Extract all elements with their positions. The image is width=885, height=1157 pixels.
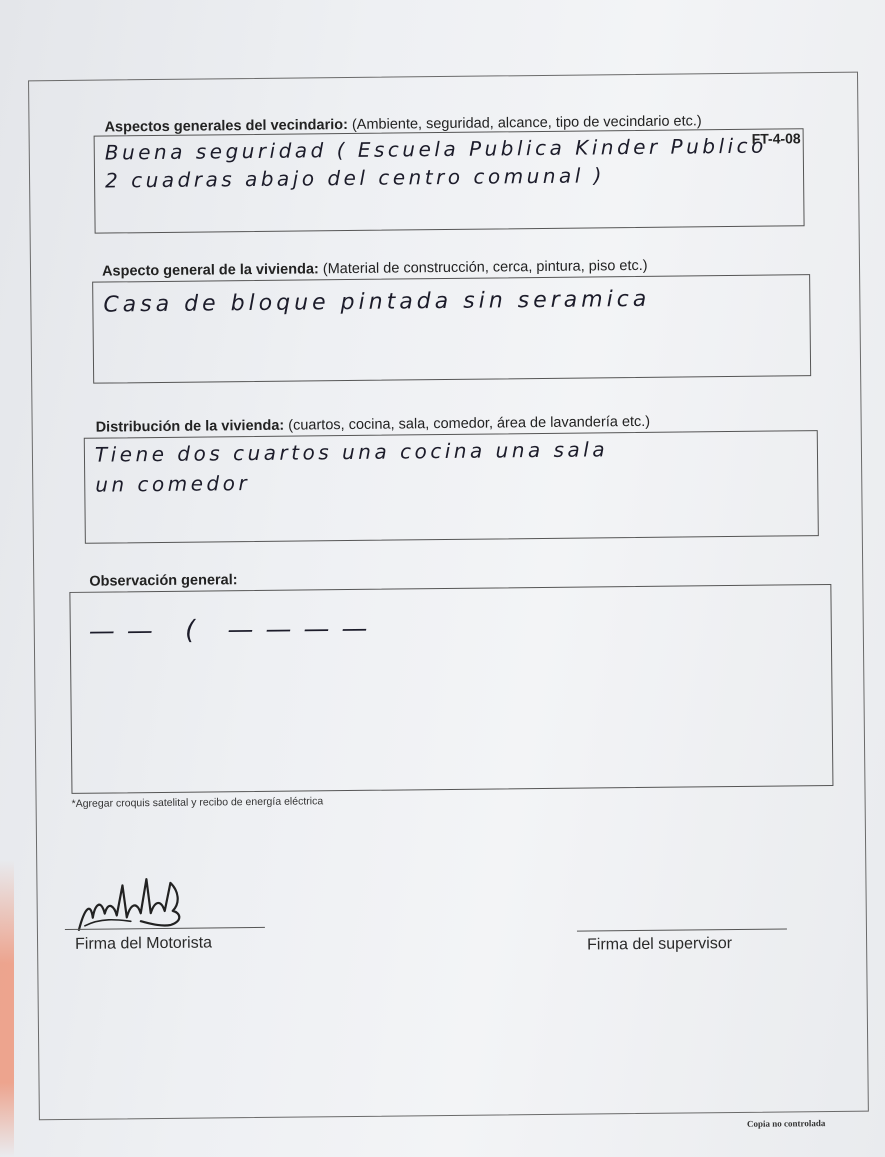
section-observacion-handwriting: —— ( ———— — [88, 613, 380, 647]
section-distribucion-handwriting-line-2: un comedor — [95, 471, 251, 497]
supervisor-signature-label: Firma del supervisor — [587, 935, 733, 954]
section-distribucion-box[interactable] — [84, 430, 819, 544]
section-vecindario-handwriting-line-1: Buena seguridad ( Escuela Publica Kinder Publico — [104, 133, 767, 165]
section-distribucion-handwriting-line-1: Tiene dos cuartos una cocina una sala — [94, 437, 609, 467]
motorista-signature-label: Firma del Motorista — [74, 934, 213, 953]
attachment-note: *Agregar croquis satelital y recibo de energía eléctrica — [71, 795, 324, 810]
section-distribucion-label: Distribución de la vivienda: — [95, 417, 285, 436]
section-vecindario-hint: (Ambiente, seguridad, alcance, tipo de vecindario etc.) — [351, 113, 702, 133]
motorista-signature-scribble — [70, 877, 201, 934]
section-vivienda-hint: (Material de construcción, cerca, pintura, piso etc.) — [322, 257, 648, 278]
form-page — [28, 72, 869, 1129]
section-vivienda-label: Aspecto general de la vivienda: — [101, 261, 319, 280]
footer-copy-note: Copia no controlada — [746, 1118, 826, 1129]
section-vecindario-box[interactable] — [94, 128, 805, 233]
section-vivienda-box[interactable] — [92, 274, 811, 384]
photo-glare — [0, 860, 14, 1157]
form-code: FT-4-08 — [751, 130, 801, 147]
section-distribucion-hint: (cuartos, cocina, sala, comedor, área de lavandería etc.) — [288, 413, 651, 434]
section-vivienda-handwriting-line-1: Casa de bloque pintada sin seramica — [103, 286, 651, 318]
section-vecindario-label: Aspectos generales del vecindario: — [104, 116, 348, 136]
section-vecindario-handwriting-line-2: 2 cuadras abajo del centro comunal ) — [104, 163, 606, 193]
section-observacion-label: Observación general: — [89, 572, 238, 590]
section-observacion-heading — [89, 572, 237, 590]
section-observacion-box[interactable] — [69, 584, 833, 794]
